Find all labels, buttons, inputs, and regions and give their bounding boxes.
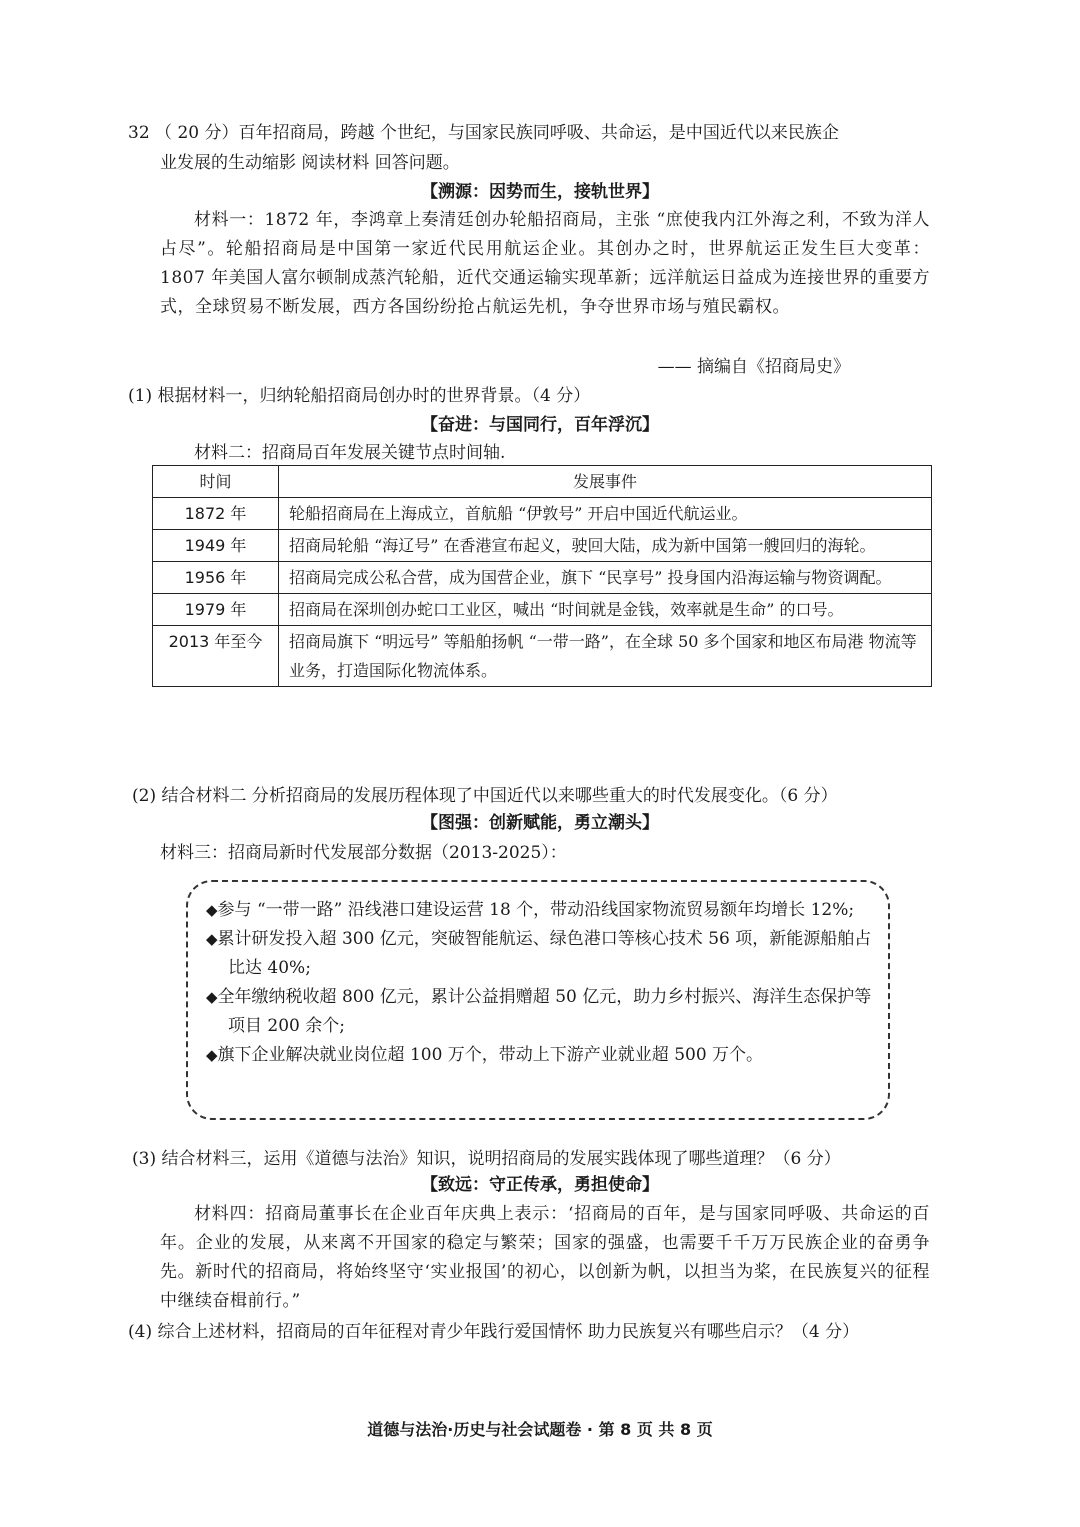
row-event: 招商局在深圳创办蛇口工业区，喊出 “时间就是金钱，效率就是生命” 的口号。: [279, 594, 932, 626]
table-row: [153, 626, 932, 687]
material-2-intro: 材料二：招商局百年发展关键节点时间轴.: [194, 443, 506, 463]
table-row: [153, 498, 932, 530]
section-title-origin: 【溯源：因势而生，接轨世界】: [421, 182, 659, 202]
row-year: 2013 年至今: [153, 626, 279, 687]
list-item-text: 全年缴纳税收超 800 亿元，累计公益捐赠超 50 亿元，助力乡村振兴、海洋生态保护等项目 200 余个;: [217, 987, 872, 1036]
list-item: [206, 925, 876, 983]
sub-question-3: (3) 结合材料三，运用《道德与法治》知识，说明招商局的发展实践体现了哪些道理？（6 分）: [132, 1149, 841, 1169]
list-item-text: 参与 “一带一路” 沿线港口建设运营 18 个，带动沿线国家物流贸易额年均增长 12%;: [217, 900, 855, 920]
header-event: 发展事件: [279, 466, 932, 498]
sub-question-2: (2) 结合材料二 分析招商局的发展历程体现了中国近代以来哪些重大的时代发展变化。（6 分）: [132, 786, 838, 806]
row-event: 招商局旗下 “明远号” 等船舶扬帆 “一带一路”，在全球 50 多个国家和地区布局港 物流等业务，打造国际化物流体系。: [279, 626, 932, 687]
data-list: [206, 896, 876, 1070]
section-title-progress: 【奋进：与国同行，百年浮沉】: [421, 415, 659, 435]
page-footer: 道德与法治·历史与社会试题卷 · 第 8 页 共 8 页: [367, 1420, 713, 1439]
question-score: （ 20 分）: [155, 123, 239, 143]
row-year: 1956 年: [153, 562, 279, 594]
question-intro-line1: 百年招商局，跨越 个世纪，与国家民族同呼吸、共命运，是中国近代以来民族企: [238, 123, 839, 143]
material-1-text: 材料一：1872 年，李鸿章上奏清廷创办轮船招商局，主张 “庶使我内江外海之利，不致为洋人占尽”。轮船招商局是中国第一家近代民用航运企业。其创办之时，世界航运正发生巨大变革：1807 年美国人富尔顿制成蒸汽轮船，近代交通运输实现革新；远洋航运日益成为连接世界的重要方式，全球贸易不断发展，西方各国纷纷抢占航运先机，争夺世界市场与殖民霸权。: [160, 210, 930, 317]
header-time: 时间: [153, 466, 279, 498]
timeline-table: [152, 465, 932, 687]
row-year: 1872 年: [153, 498, 279, 530]
material-4-text: 材料四：招商局董事长在企业百年庆典上表示：‘招商局的百年，是与国家同呼吸、共命运的百年。企业的发展，从来离不开国家的稳定与繁荣；国家的强盛，也需要千千万万民族企业的奋勇争先。新时代的招商局，将始终坚守‘实业报国’的初心，以创新为帆，以担当为桨，在民族复兴的征程中继续奋楫前行。”: [160, 1204, 930, 1311]
row-year: 1979 年: [153, 594, 279, 626]
row-event: 招商局轮船 “海辽号” 在香港宣布起义，驶回大陆，成为新中国第一艘回归的海轮。: [279, 530, 932, 562]
list-item: [206, 896, 876, 925]
material-3-data-box: [186, 880, 890, 1120]
table-header-row: [153, 466, 932, 498]
sub-question-1: (1) 根据材料一，归纳轮船招商局创办时的世界背景。（4 分）: [128, 386, 591, 406]
question-intro-line2: 业发展的生动缩影 阅读材料 回答问题。: [160, 153, 460, 173]
material-1-source: —— 摘编自《招商局史》: [657, 357, 850, 377]
list-item-text: 旗下企业解决就业岗位超 100 万个，带动上下游产业就业超 500 万个。: [217, 1045, 764, 1065]
section-title-strength: 【图强：创新赋能，勇立潮头】: [421, 813, 659, 833]
row-event: 轮船招商局在上海成立，首航船 “伊敦号” 开启中国近代航运业。: [279, 498, 932, 530]
list-item: [206, 1041, 876, 1070]
diamond-bullet-icon: ◆: [206, 901, 218, 919]
list-item: [206, 983, 876, 1041]
section-title-future: 【致远：守正传承，勇担使命】: [421, 1175, 659, 1195]
table-row: [153, 594, 932, 626]
diamond-bullet-icon: ◆: [206, 988, 218, 1006]
diamond-bullet-icon: ◆: [206, 1046, 218, 1064]
question-header: [128, 118, 928, 148]
diamond-bullet-icon: ◆: [206, 930, 218, 948]
list-item-text: 累计研发投入超 300 亿元，突破智能航运、绿色港口等核心技术 56 项，新能源船舶占比达 40%;: [217, 929, 872, 978]
row-event: 招商局完成公私合营，成为国营企业，旗下 “民享号” 投身国内沿海运输与物资调配。: [279, 562, 932, 594]
material-3-intro: 材料三：招商局新时代发展部分数据（2013-2025）：: [160, 843, 567, 863]
table-row: [153, 562, 932, 594]
sub-question-4: (4) 综合上述材料，招商局的百年征程对青少年践行爱国情怀 助力民族复兴有哪些启示？（4 分）: [128, 1322, 860, 1342]
question-number: 32: [128, 123, 150, 143]
row-year: 1949 年: [153, 530, 279, 562]
table-row: [153, 530, 932, 562]
